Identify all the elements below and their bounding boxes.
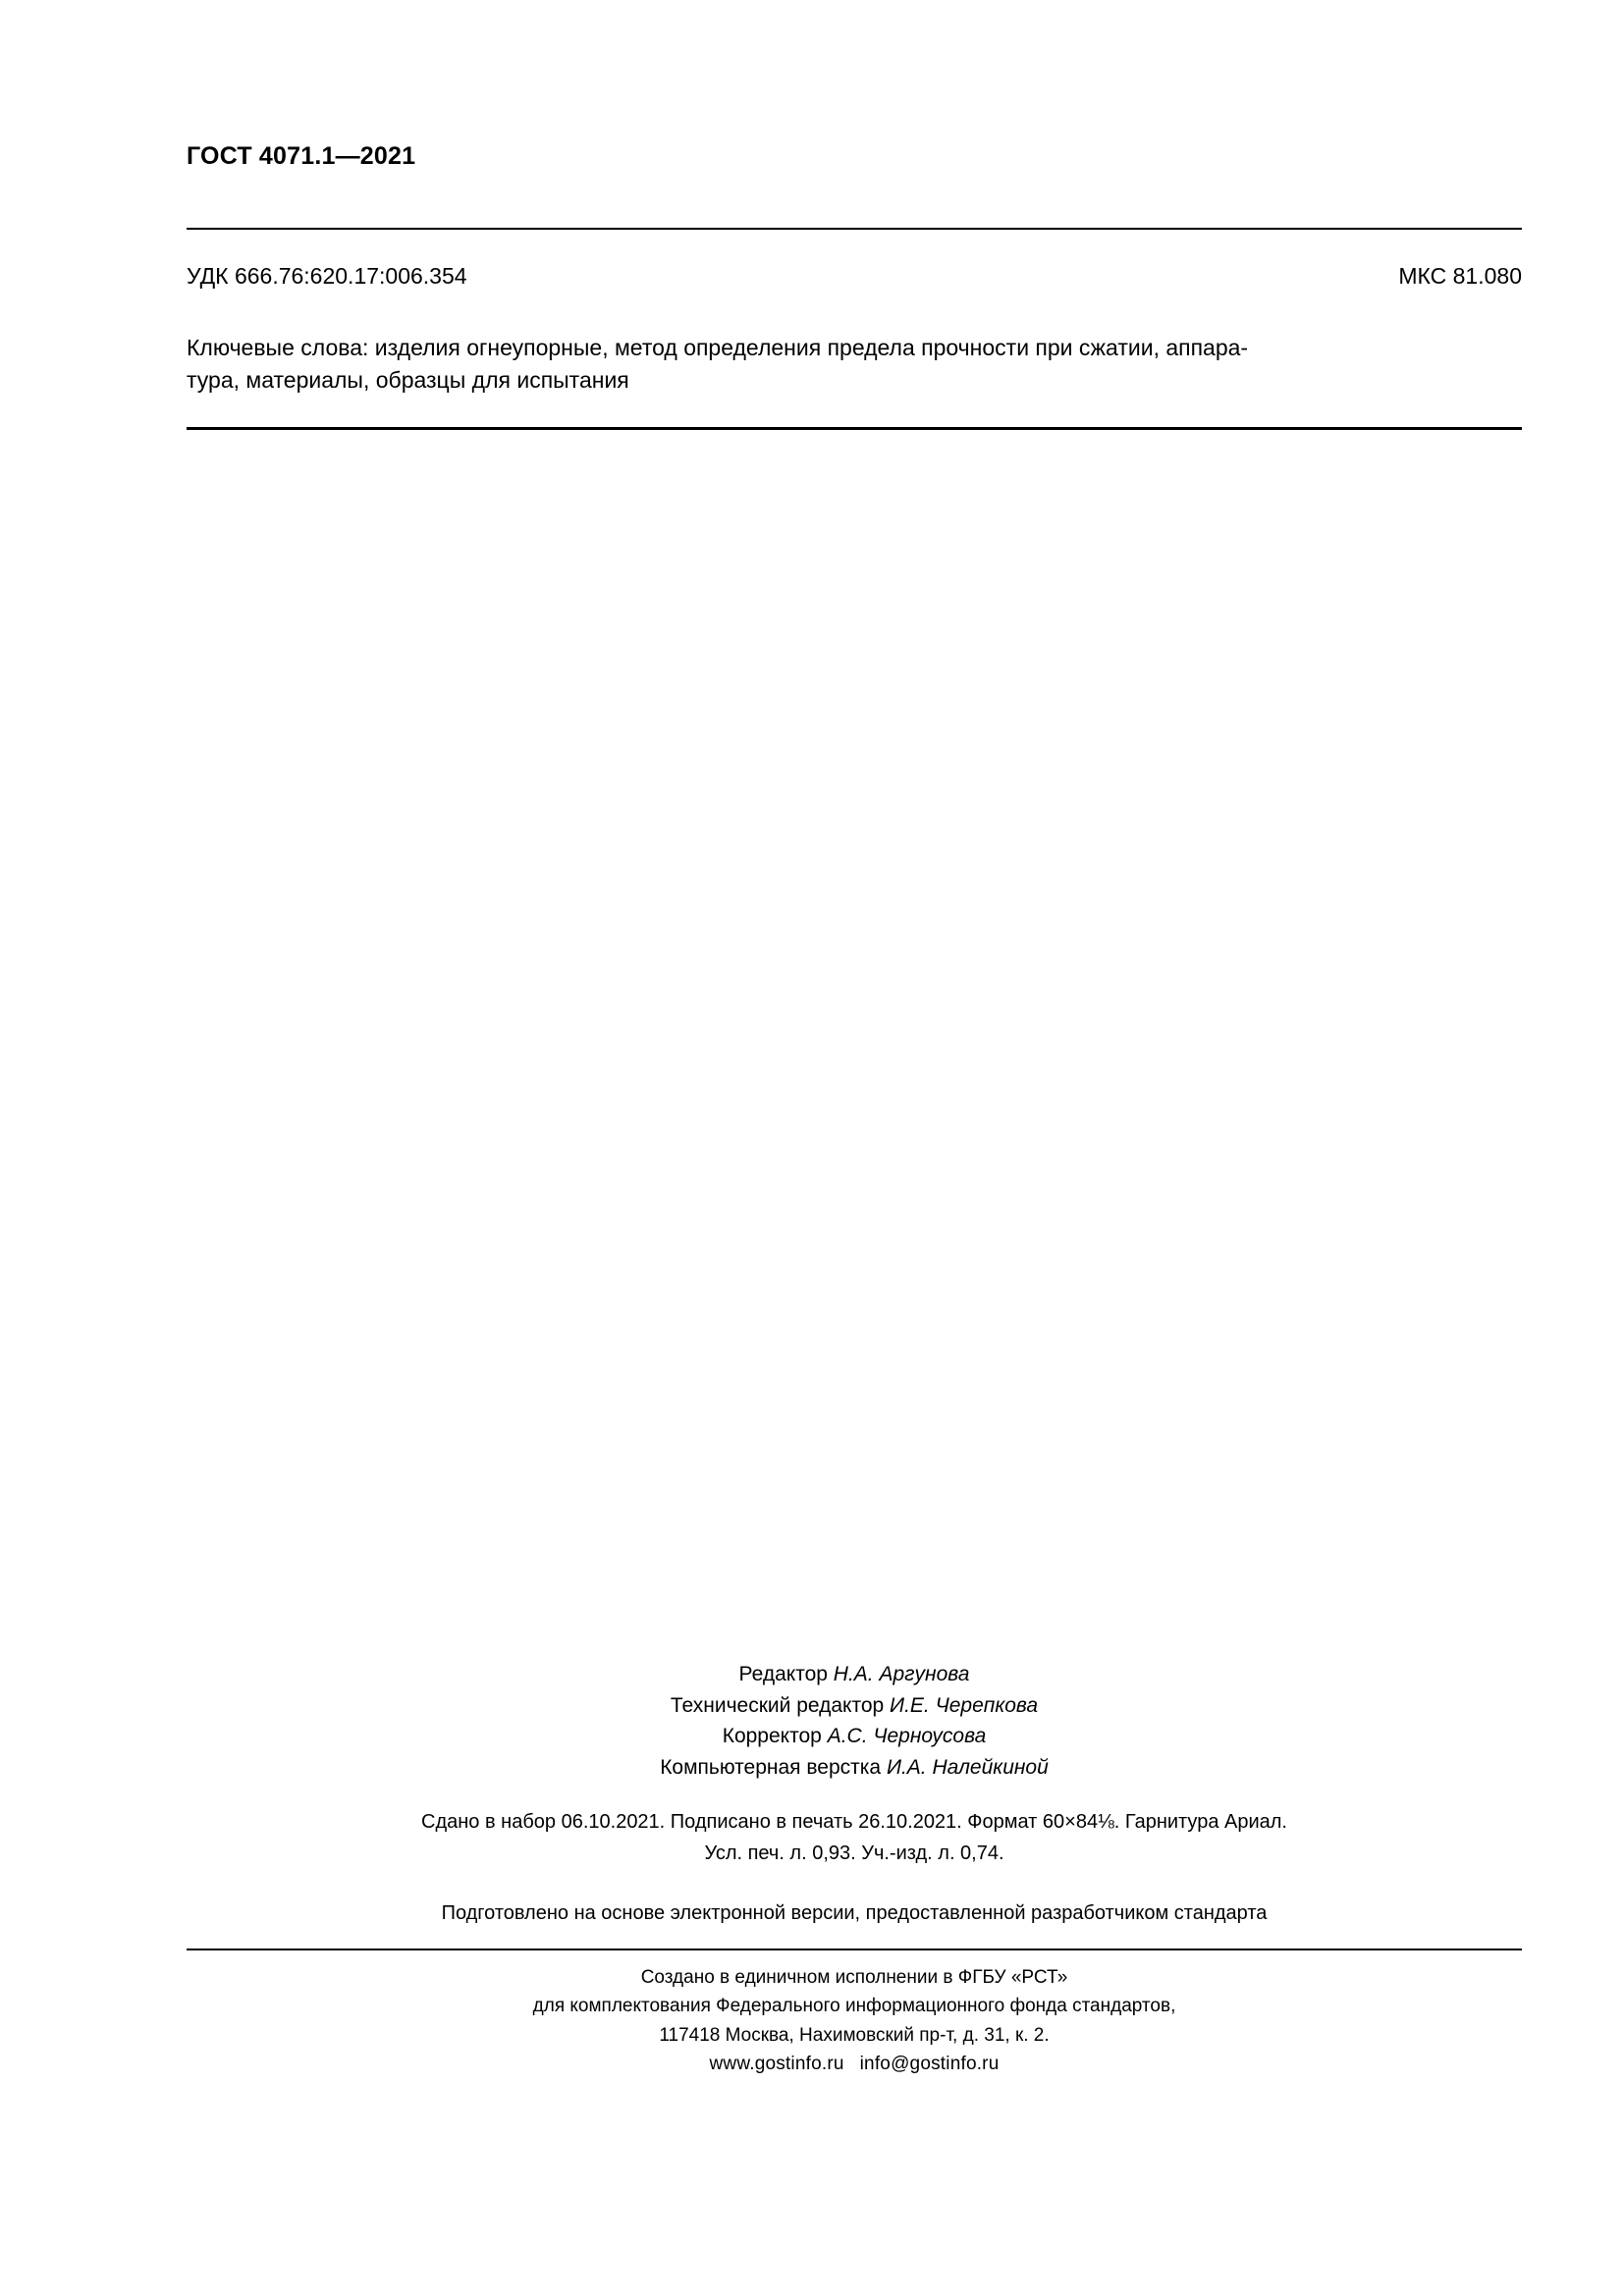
publisher-contacts bbox=[187, 2050, 1522, 2078]
page-title: ГОСТ 4071.1—2021 bbox=[187, 142, 416, 170]
keywords-block bbox=[187, 332, 1522, 398]
technical-editor-label: Технический редактор bbox=[670, 1693, 885, 1717]
page-content bbox=[187, 0, 1522, 2296]
editor-line bbox=[187, 1659, 1522, 1690]
keywords-line-2: тура, материалы, образцы для испытания bbox=[187, 367, 629, 394]
editor-name: Н.А. Аргунова bbox=[833, 1663, 970, 1685]
layout-name: И.А. Налейкиной bbox=[886, 1755, 1049, 1779]
publisher-line-1: Создано в единичном исполнении в ФГБУ «РСТ» bbox=[640, 1967, 1068, 1988]
divider-footer bbox=[187, 1949, 1522, 1950]
corrector-label: Корректор bbox=[722, 1725, 822, 1747]
print-info-block bbox=[187, 1806, 1522, 1869]
udk-code: УДК 666.76:620.17:006.354 bbox=[187, 263, 467, 289]
publisher-line-2: для комплектования Федерального информационного фонда стандартов, bbox=[532, 1996, 1176, 2017]
keywords-line-1: Ключевые слова: изделия огнеупорные, метод определения предела прочности при сжатии, аппара- bbox=[187, 335, 1249, 360]
layout-line bbox=[187, 1752, 1522, 1784]
print-info-line-1: Сдано в набор 06.10.2021. Подписано в печать 26.10.2021. Формат 60×84⅛. Гарнитура Ариал. bbox=[421, 1811, 1287, 1833]
mks-code: МКС 81.080 bbox=[1398, 263, 1522, 289]
corrector-name: А.С. Черноусова bbox=[827, 1725, 987, 1747]
colophon-block bbox=[187, 1659, 1522, 1783]
divider-top bbox=[187, 228, 1522, 230]
print-info-line-2: Усл. печ. л. 0,93. Уч.-изд. л. 0,74. bbox=[704, 1842, 1004, 1864]
email-link[interactable]: info@gostinfo.ru bbox=[859, 2054, 1000, 2075]
editor-label: Редактор bbox=[738, 1663, 828, 1685]
technical-editor-name: И.Е. Черепкова bbox=[890, 1693, 1039, 1717]
prepared-note: Подготовлено на основе электронной версии, предоставленной разработчиком стандарта bbox=[441, 1902, 1268, 1924]
website-link[interactable]: www.gostinfo.ru bbox=[709, 2054, 844, 2075]
layout-label: Компьютерная верстка bbox=[660, 1755, 882, 1779]
corrector-line bbox=[187, 1721, 1522, 1752]
technical-editor-line bbox=[187, 1690, 1522, 1722]
publisher-footer bbox=[187, 1963, 1522, 2079]
classification-row bbox=[187, 263, 1522, 290]
publisher-address: 117418 Москва, Нахимовский пр-т, д. 31, к. 2. bbox=[659, 2024, 1050, 2046]
divider-below-keywords bbox=[187, 427, 1522, 430]
